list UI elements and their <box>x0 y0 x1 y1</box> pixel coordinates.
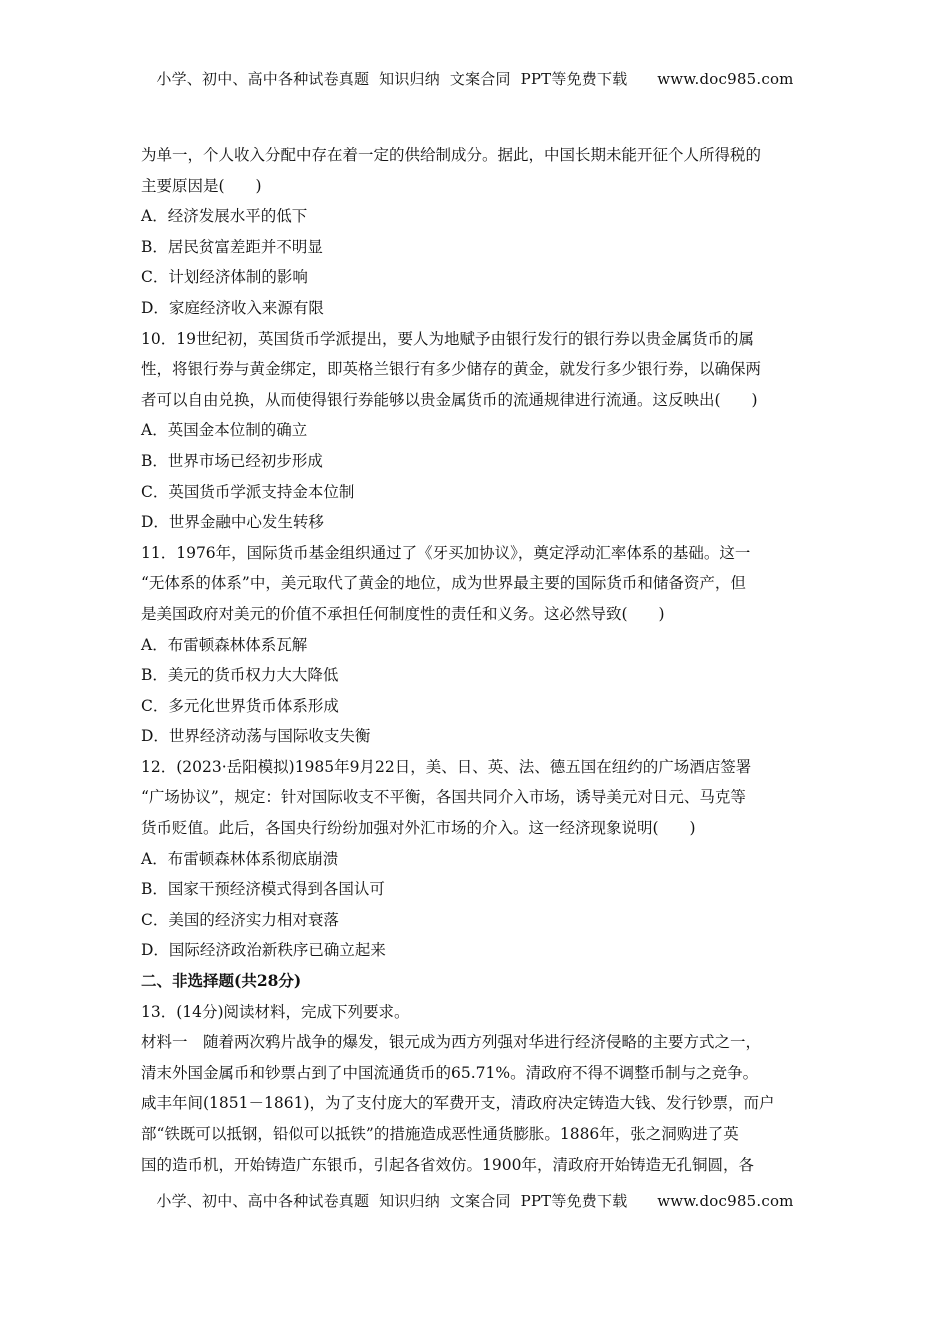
section-heading: 二、非选择题(共28分) <box>141 971 302 991</box>
material-line: 清末外国金属币和钞票占到了中国流通货币的65.71%。清政府不得不调整币制与之竞争。 <box>141 1063 759 1082</box>
question-stem-line: 者可以自由兑换，从而使得银行券能够以贵金属货币的流通规律进行流通。这反映出( ) <box>141 390 758 409</box>
option-b: B．世界市场已经初步形成 <box>141 451 323 470</box>
option-d: D．世界经济动荡与国际收支失衡 <box>141 727 371 746</box>
option-b: B．国家干预经济模式得到各国认可 <box>141 880 385 899</box>
option-a: A．英国金本位制的确立 <box>141 421 308 440</box>
option-c: C．英国货币学派支持金本位制 <box>141 482 355 501</box>
material-line: 部“铁既可以抵钢，铅似可以抵铁”的措施造成恶性通货膨胀。1886年，张之洞购进了英 <box>141 1125 739 1143</box>
question-9 <box>141 140 811 324</box>
option-d: D．家庭经济收入来源有限 <box>141 298 324 317</box>
question-stem-line: 10．19世纪初，英国货币学派提出，要人为地赋予由银行发行的银行券以贵金属货币的属 <box>141 329 754 348</box>
question-stem-line: 13．(14分)阅读材料，完成下列要求。 <box>141 1002 410 1021</box>
question-stem-line: 是美国政府对美元的价值不承担任何制度性的责任和义务。这必然导致( ) <box>141 604 665 623</box>
question-10 <box>141 324 811 538</box>
question-stem-line: 11．1976年，国际货币基金组织通过了《牙买加协议》，奠定浮动汇率体系的基础。这一 <box>141 543 751 562</box>
material-line: 咸丰年间(1851－1861)，为了支付庞大的军费开支，清政府决定铸造大钱、发行钞票，而户 <box>141 1094 775 1113</box>
question-stem-line: 为单一，个人收入分配中存在着一定的供给制成分。据此，中国长期未能开征个人所得税的 <box>141 146 762 164</box>
option-d: D．国际经济政治新秩序已确立起来 <box>141 941 386 960</box>
option-a: A．布雷顿森林体系彻底崩溃 <box>141 849 339 868</box>
question-stem-line: 性，将银行券与黄金绑定，即英格兰银行有多少储存的黄金，就发行多少银行券，以确保两 <box>141 360 762 379</box>
option-a: A．布雷顿森林体系瓦解 <box>141 635 308 654</box>
page-header: 小学、初中、高中各种试卷真题 知识归纳 文案合同 PPT等免费下载 www.doc985.com <box>156 70 794 88</box>
option-d: D．世界金融中心发生转移 <box>141 513 324 532</box>
option-c: C．美国的经济实力相对衰落 <box>141 910 339 929</box>
document-body <box>141 140 811 1180</box>
option-c: C．计划经济体制的影响 <box>141 268 308 287</box>
option-a: A．经济发展水平的低下 <box>141 207 308 226</box>
question-stem-line: 12．(2023·岳阳模拟)1985年9月22日，美、日、英、法、德五国在纽约的广场酒店签署 <box>141 757 752 776</box>
page-footer: 小学、初中、高中各种试卷真题 知识归纳 文案合同 PPT等免费下载 www.doc985.com <box>156 1192 794 1210</box>
question-stem-line: “广场协议”，规定：针对国际收支不平衡，各国共同介入市场，诱导美元对日元、马克等 <box>141 788 746 807</box>
material-line: 国的造币机，开始铸造广东银币，引起各省效仿。1900年，清政府开始铸造无孔铜圆，各 <box>141 1155 754 1174</box>
option-c: C．多元化世界货币体系形成 <box>141 696 339 715</box>
question-11 <box>141 538 811 752</box>
option-b: B．美元的货币权力大大降低 <box>141 666 339 685</box>
question-stem-line: 货币贬值。此后，各国央行纷纷加强对外汇市场的介入。这一经济现象说明( ) <box>141 819 696 838</box>
option-b: B．居民贫富差距并不明显 <box>141 237 323 256</box>
material-line: 材料一 随着两次鸦片战争的爆发，银元成为西方列强对华进行经济侵略的主要方式之一， <box>141 1033 762 1052</box>
question-stem-line: “无体系的体系”中，美元取代了黄金的地位，成为世界最主要的国际货币和储备资产，但 <box>141 574 746 593</box>
question-13 <box>141 997 811 1181</box>
question-12 <box>141 752 811 966</box>
question-stem-line: 主要原因是( ) <box>141 176 262 195</box>
